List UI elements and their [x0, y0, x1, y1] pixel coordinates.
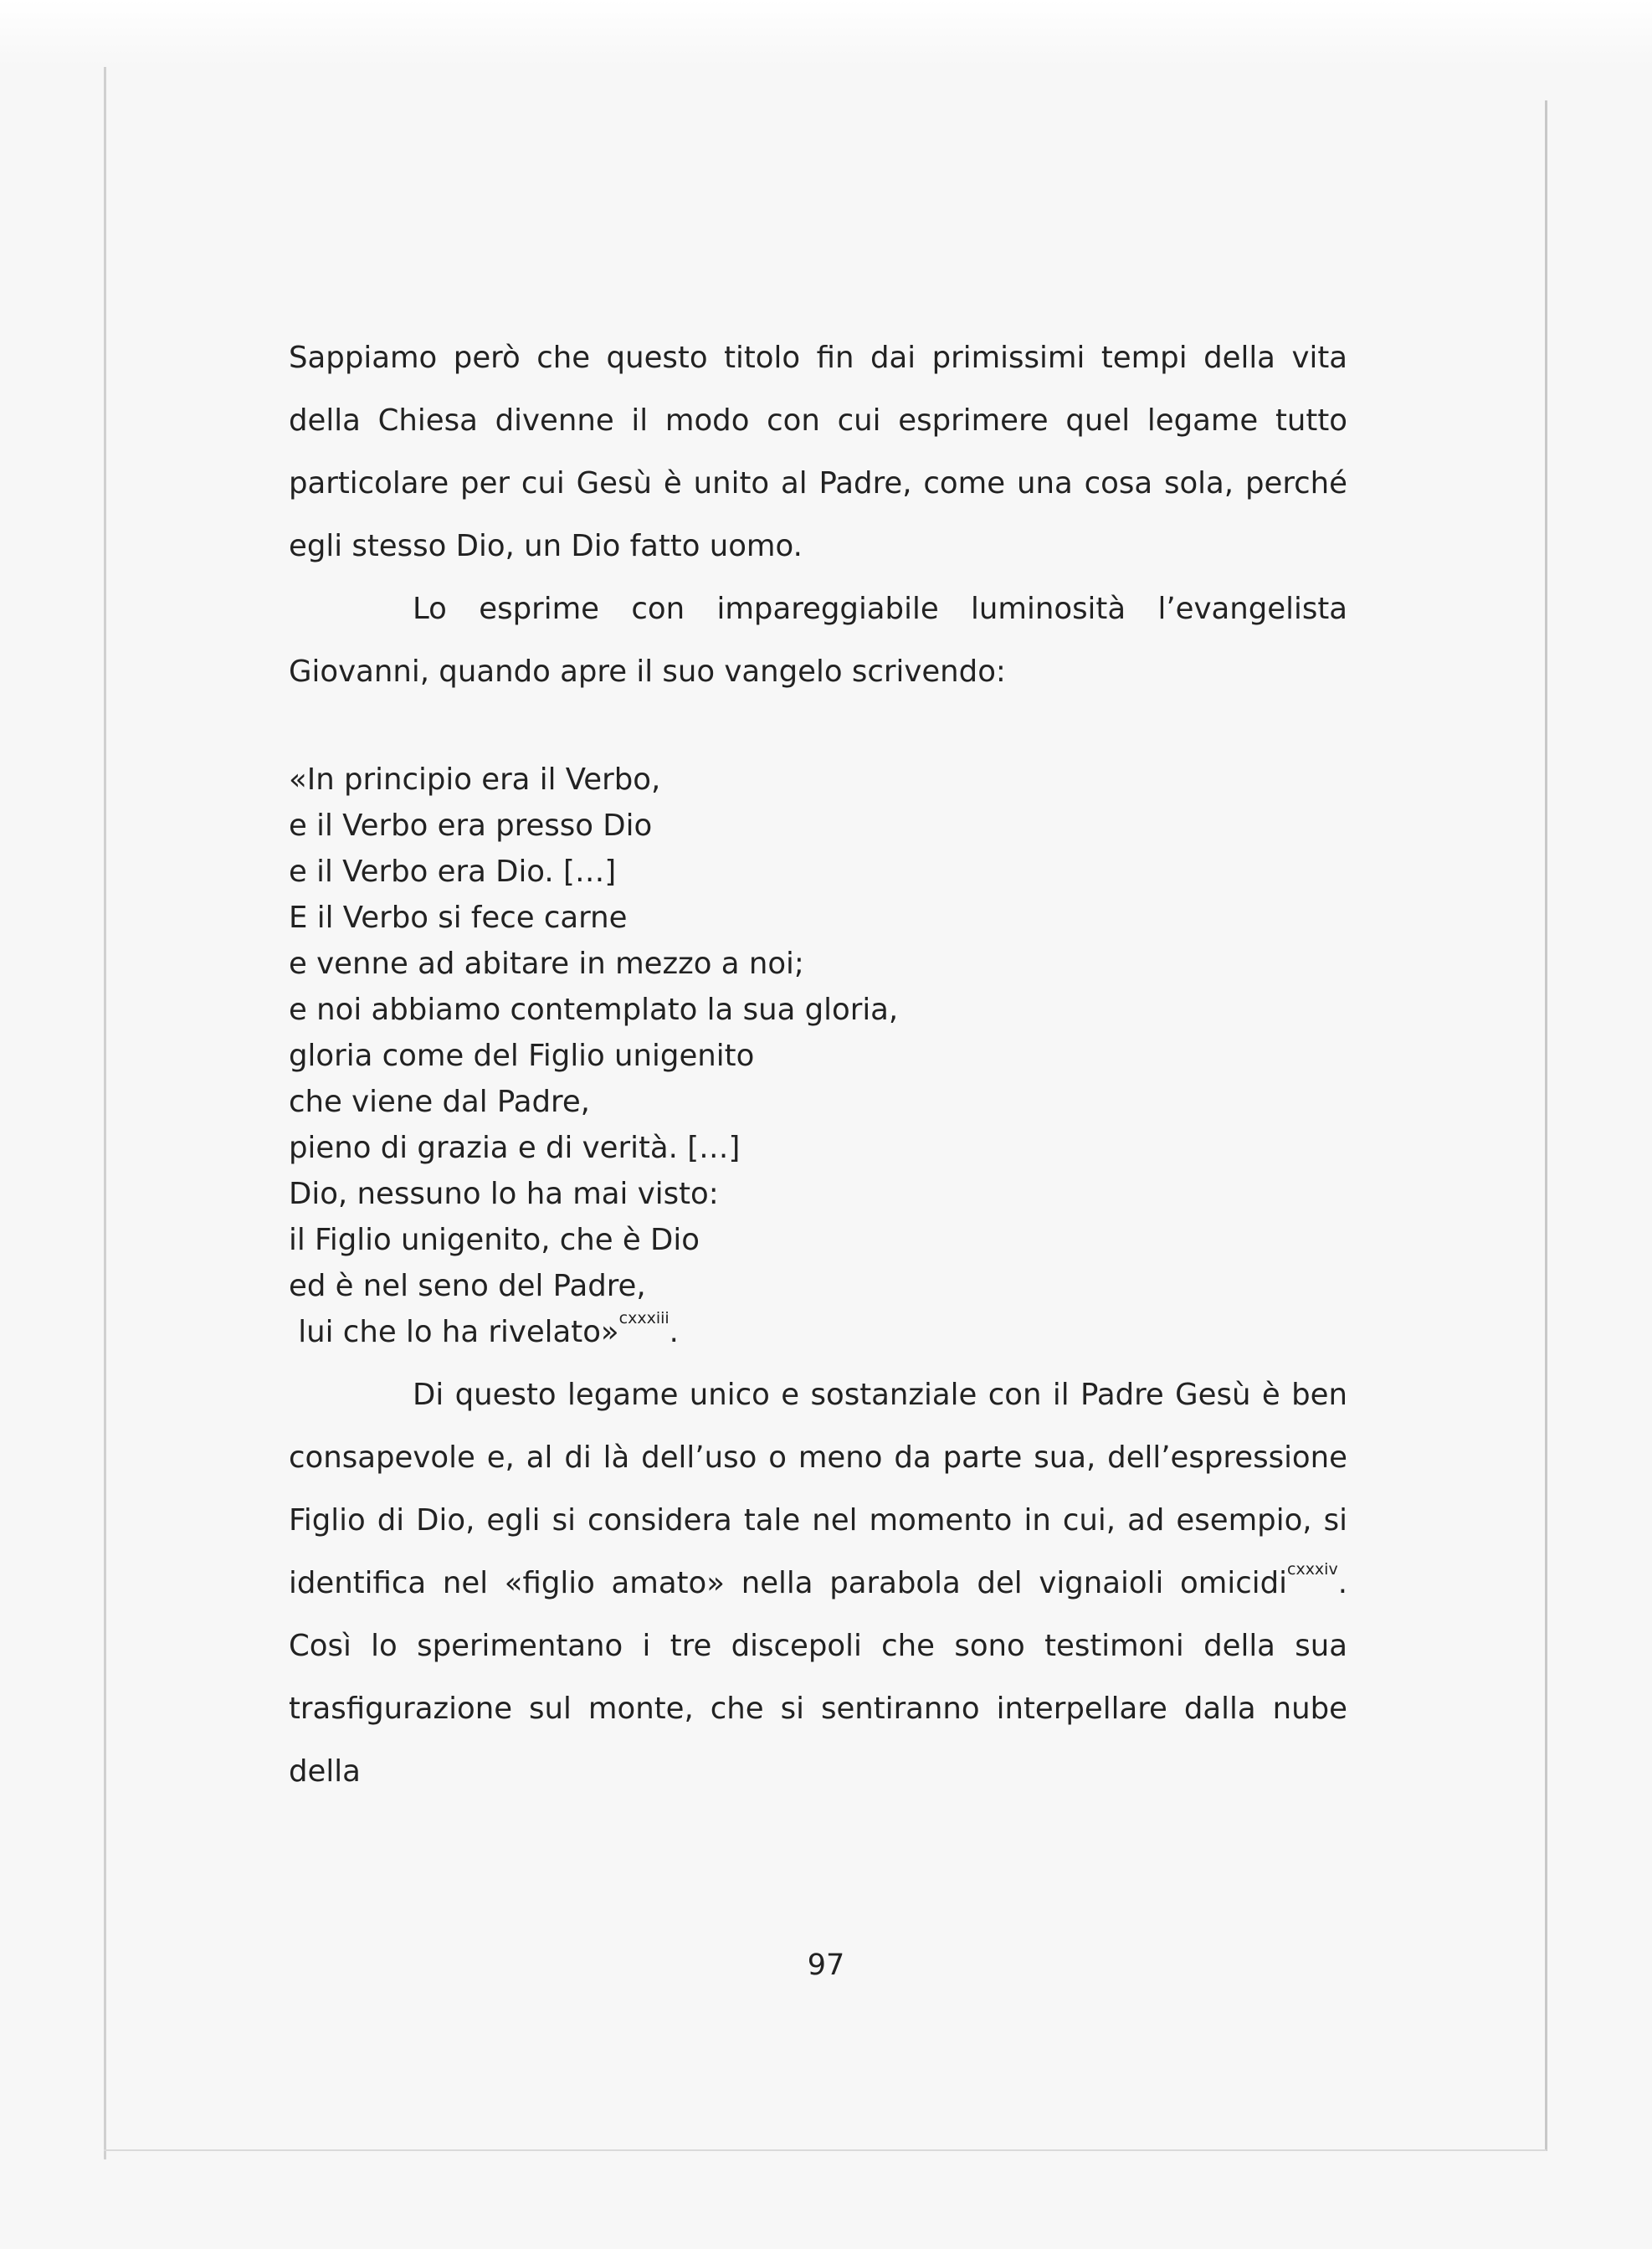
- quote-line: e il Verbo era Dio. […]: [289, 855, 617, 889]
- endnote-ref-cxxxiii: cxxxiii: [618, 1309, 670, 1327]
- quote-line: e noi abbiamo contemplato la sua gloria,: [289, 993, 899, 1027]
- quote-line: E il Verbo si fece carne: [289, 901, 628, 935]
- quote-end-punct: .: [669, 1315, 679, 1349]
- quote-line: e il Verbo era presso Dio: [289, 809, 653, 843]
- quote-line: gloria come del Figlio unigenito: [289, 1039, 755, 1073]
- quote-last-line: [289, 1309, 1347, 1355]
- quote-line: il Figlio unigenito, che è Dio: [289, 1223, 700, 1257]
- quote-line: e venne ad abitare in mezzo a noi;: [289, 947, 804, 981]
- gospel-quote: [289, 757, 1347, 1355]
- paragraph-3: [289, 1363, 1347, 1803]
- scan-top-margin: [0, 0, 1652, 65]
- paragraph-3-continued: . Così lo sperimentano i tre discepoli che sono testimoni della sua trasfigurazione sul monte, che si sentiranno interpellare dalla nube della: [289, 1566, 1347, 1789]
- page-right-edge: [1545, 100, 1547, 2151]
- paragraph-2: Lo esprime con impareggiabile luminosità l’evangelista Giovanni, quando apre il suo vangelo scrivendo:: [289, 592, 1347, 689]
- quote-last-text: lui che lo ha rivelato»: [298, 1315, 619, 1349]
- page-body: [289, 326, 1347, 1803]
- endnote-ref-cxxxiv: cxxxiv: [1287, 1560, 1338, 1579]
- quote-line: Dio, nessuno lo ha mai visto:: [289, 1177, 719, 1211]
- quote-line: pieno di grazia e di verità. […]: [289, 1131, 741, 1165]
- quote-line: «In principio era il Verbo,: [289, 763, 661, 797]
- page-number: 97: [807, 1949, 845, 1982]
- paragraph-1: Sappiamo però che questo titolo fin dai primissimi tempi della vita della Chiesa divenne il modo con cui esprimere quel legame tutto particolare per cui Gesù è unito al Padre, come una cosa sola, perché egli stesso Dio, un Dio fatto uomo.: [289, 341, 1347, 563]
- quote-line: ed è nel seno del Padre,: [289, 1269, 646, 1303]
- page-bottom-edge: [104, 2149, 1547, 2151]
- book-spine-line: [104, 67, 106, 2159]
- quote-line: che viene dal Padre,: [289, 1085, 590, 1119]
- paragraph-3-text: Di questo legame unico e sostanziale con il Padre Gesù è ben consapevole e, al di là dell’uso o meno da parte sua, dell’espressione Figlio di Dio, egli si considera tale nel momento in cui, ad esempio, si identifica nel «figlio amato» nella parabola del vignaioli omicidi: [289, 1378, 1347, 1600]
